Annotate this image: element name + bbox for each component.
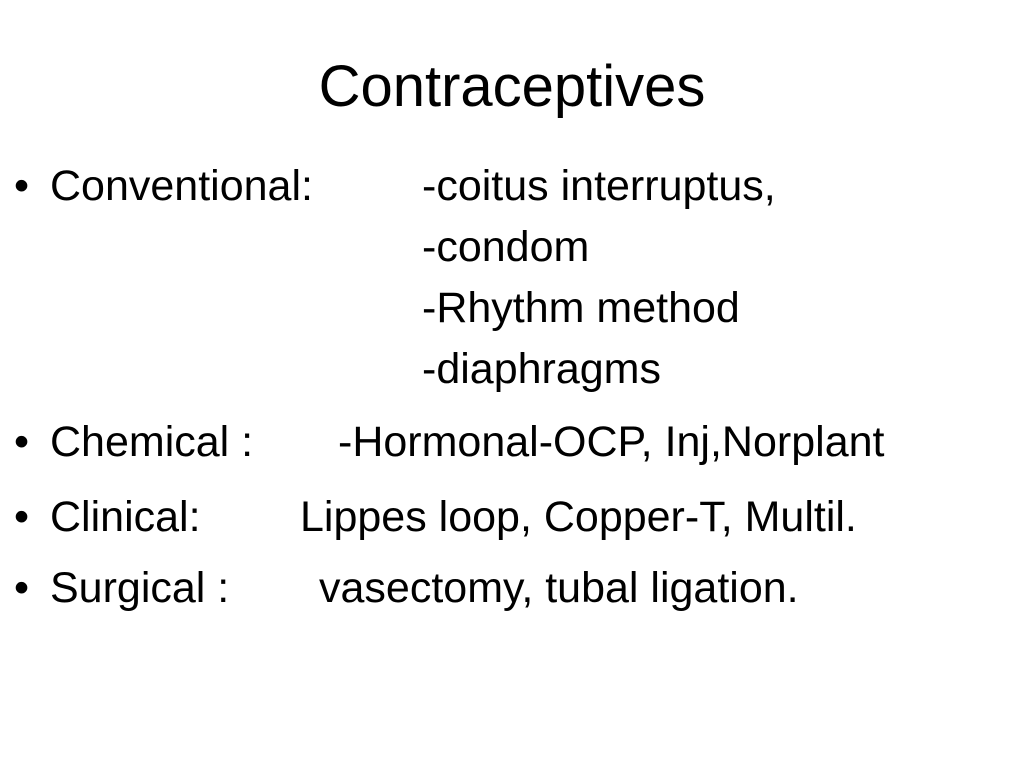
- item-value: -diaphragms: [422, 345, 661, 393]
- item-value: -Rhythm method: [422, 284, 740, 332]
- bullet-icon: •: [14, 162, 30, 210]
- bullet-icon: •: [14, 418, 30, 466]
- item-value: -Hormonal-OCP, Inj,Norplant: [338, 418, 885, 466]
- item-label: Clinical:: [50, 493, 201, 541]
- bullet-icon: •: [14, 564, 30, 612]
- slide-title: Contraceptives: [318, 54, 706, 119]
- item-value: Lippes loop, Copper-T, Multil.: [300, 493, 857, 541]
- item-value: -condom: [422, 223, 590, 271]
- item-label: Chemical :: [50, 418, 254, 466]
- item-value: -coitus interruptus,: [422, 162, 776, 210]
- item-label: Surgical :: [50, 564, 230, 612]
- bullet-icon: •: [14, 493, 30, 541]
- item-value: vasectomy, tubal ligation.: [319, 564, 799, 612]
- item-label: Conventional:: [50, 162, 313, 210]
